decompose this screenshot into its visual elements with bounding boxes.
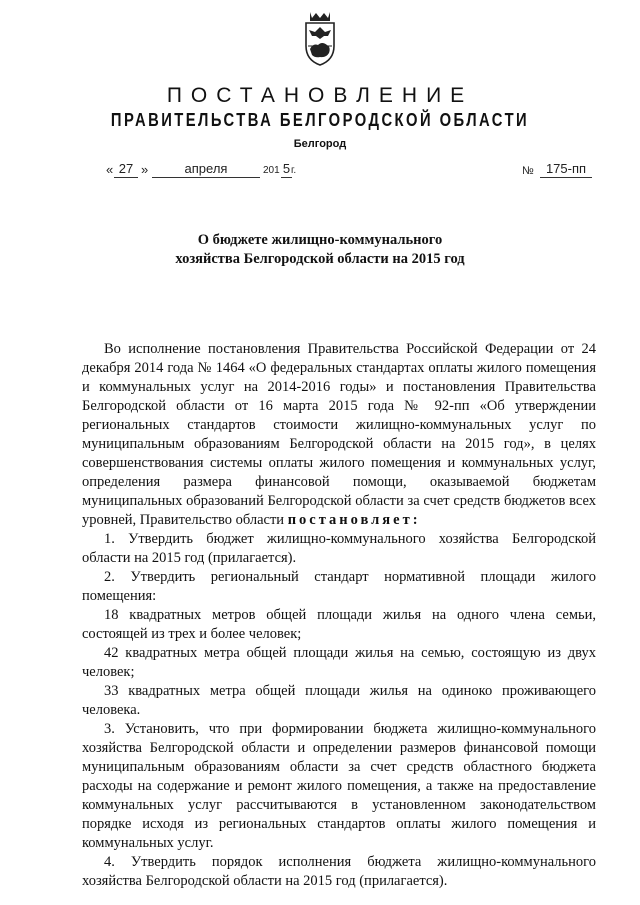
city-label: Белгород [293,138,347,150]
close-quote: » [141,162,149,177]
preamble-text: Во исполнение постановления Правительства Российской Федерации от 24 декабря 2014 года № 1464 «О федеральных стандартах оплаты жилого помещения и коммунальных услуг на 2014-2016 годы» и постановления Правительства Белгородской области от 16 марта 2015 года № 92-пп «Об утверждении региональных стандартов стоимости жилищно-коммунальных услуг по муниципальным образованиям Белгородской области на 2015 год», в целях совершенствования системы оплаты жилого помещения и коммунальных услуг, определения размера финансовой помощи, оказываемой бюджетам муниципальных образований Белгородской области за счет средств бюджетов всех уровней, Правительство области [82,341,596,528]
date-year-prefix: 201 [263,165,280,176]
open-quote: « [106,162,114,177]
subject-line-1: О бюджете жилищно-коммунального [197,232,443,248]
resolution-keyword: постановляет: [287,512,421,528]
document-body [82,340,596,891]
clause-2-item-1: 18 квадратных метров общей площади жилья на одного члена семьи, состоящей из трех и более человек; [82,607,596,642]
clause-4: 4. Утвердить порядок исполнения бюджета жилищно-коммунального хозяйства Белгородской области на 2015 год (прилагается). [82,854,596,889]
date-year-suffix: 5 [282,161,291,176]
subject-line-2: хозяйства Белгородской области на 2015 год [175,251,465,267]
document-number: 175-пп [540,161,592,178]
document-subject [0,231,640,269]
date-and-number-row [0,161,640,183]
clause-3: 3. Установить, что при формировании бюджета жилищно-коммунального хозяйства Белгородской области и определении размеров финансовой помощи муниципальным образованиям области за счет средств областного бюджета расходы на содержание и ремонт жилого помещения, а также на предоставление коммунальных услуг рассчитываются в установленном законодательством порядке исходя из региональных стандартов оплаты жилого помещения и коммунальных услуг. [82,721,596,851]
date-day: 27 [114,161,138,178]
clause-2-item-2: 42 квадратных метра общей площади жилья на семью, состоящую из двух человек; [82,645,596,680]
document-type-heading: ПОСТАНОВЛЕНИЕ [166,84,474,107]
preamble-paragraph [82,340,596,530]
authority-heading: ПРАВИТЕЛЬСТВА БЕЛГОРОДСКОЙ ОБЛАСТИ [110,110,530,130]
clause-2-item-3: 33 квадратных метра общей площади жилья на одиноко проживающего человека. [82,683,596,718]
clause-2: 2. Утвердить региональный стандарт нормативной площади жилого помещения: [82,569,596,604]
number-label: № [522,165,534,177]
date-month: апреля [152,161,260,178]
date-year-end: г. [291,165,297,176]
coat-of-arms-icon [298,8,342,68]
clause-1: 1. Утвердить бюджет жилищно-коммунального хозяйства Белгородской области на 2015 год (прилагается). [82,531,596,566]
